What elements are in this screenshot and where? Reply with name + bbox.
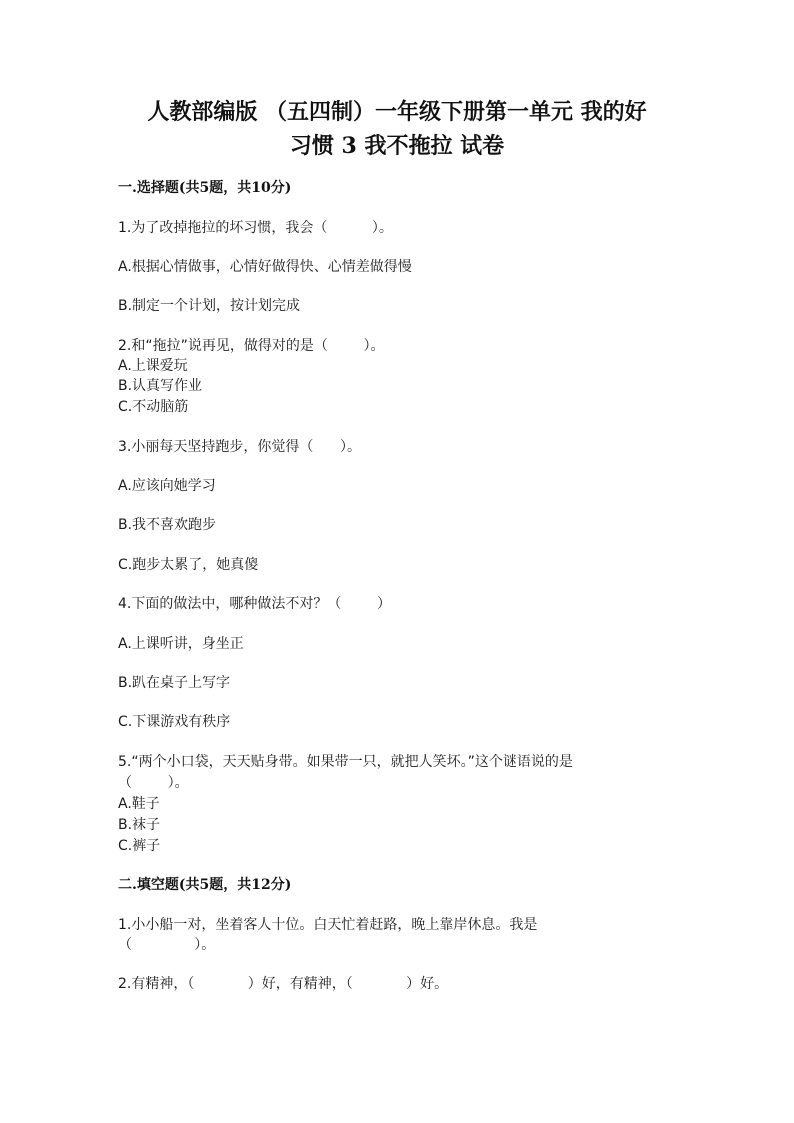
page-title-line2: 习惯 3 我不拖拉 试卷 <box>289 133 505 159</box>
question-stem-continued: （ ）。 <box>118 937 216 953</box>
question-stem: 4.下面的做法中，哪种做法不对？（ ） <box>118 596 391 612</box>
question-option: A.应该向她学习 <box>118 478 216 494</box>
question-option: C.裤子 <box>118 838 161 854</box>
question-stem: 2.有精神，（ ）好，有精神，（ ）好。 <box>118 976 449 992</box>
question-option: A.上课爱玩 <box>118 358 188 374</box>
question-stem: 1.为了改掉拖拉的坏习惯，我会（ ）。 <box>118 220 393 236</box>
question-option: A.根据心情做事，心情好做得快、心情差做得慢 <box>118 259 412 275</box>
question-stem: 2.和“拖拉”说再见，做得对的是（ ）。 <box>118 338 385 354</box>
question-stem-continued: （ ）。 <box>118 775 189 791</box>
section-heading-fill-blank: 二.填空题(共5题，共12分) <box>118 877 292 893</box>
question-stem: 1.小小船一对，坐着客人十位。白天忙着赶路，晚上靠岸休息。我是 <box>118 917 538 933</box>
question-option: A.上课听讲，身坐正 <box>118 636 244 652</box>
question-option: B.袜子 <box>118 817 161 833</box>
question-option: B.认真写作业 <box>118 378 203 394</box>
question-stem: 3.小丽每天坚持跑步，你觉得（ ）。 <box>118 439 362 455</box>
question-option: B.制定一个计划，按计划完成 <box>118 298 301 314</box>
question-stem: 5.“两个小口袋，天天贴身带。如果带一只，就把人笑坏。”这个谜语说的是 <box>118 754 573 770</box>
question-option: C.下课游戏有秩序 <box>118 714 231 730</box>
page-title-line1: 人教部编版 （五四制）一年级下册第一单元 我的好 <box>147 99 647 125</box>
question-option: A.鞋子 <box>118 796 160 812</box>
question-option: B.趴在桌子上写字 <box>118 675 231 691</box>
question-option: C.不动脑筋 <box>118 399 189 415</box>
section-heading-choice: 一.选择题(共5题，共10分) <box>118 180 292 196</box>
question-option: C.跑步太累了，她真傻 <box>118 557 259 573</box>
question-option: B.我不喜欢跑步 <box>118 517 217 533</box>
